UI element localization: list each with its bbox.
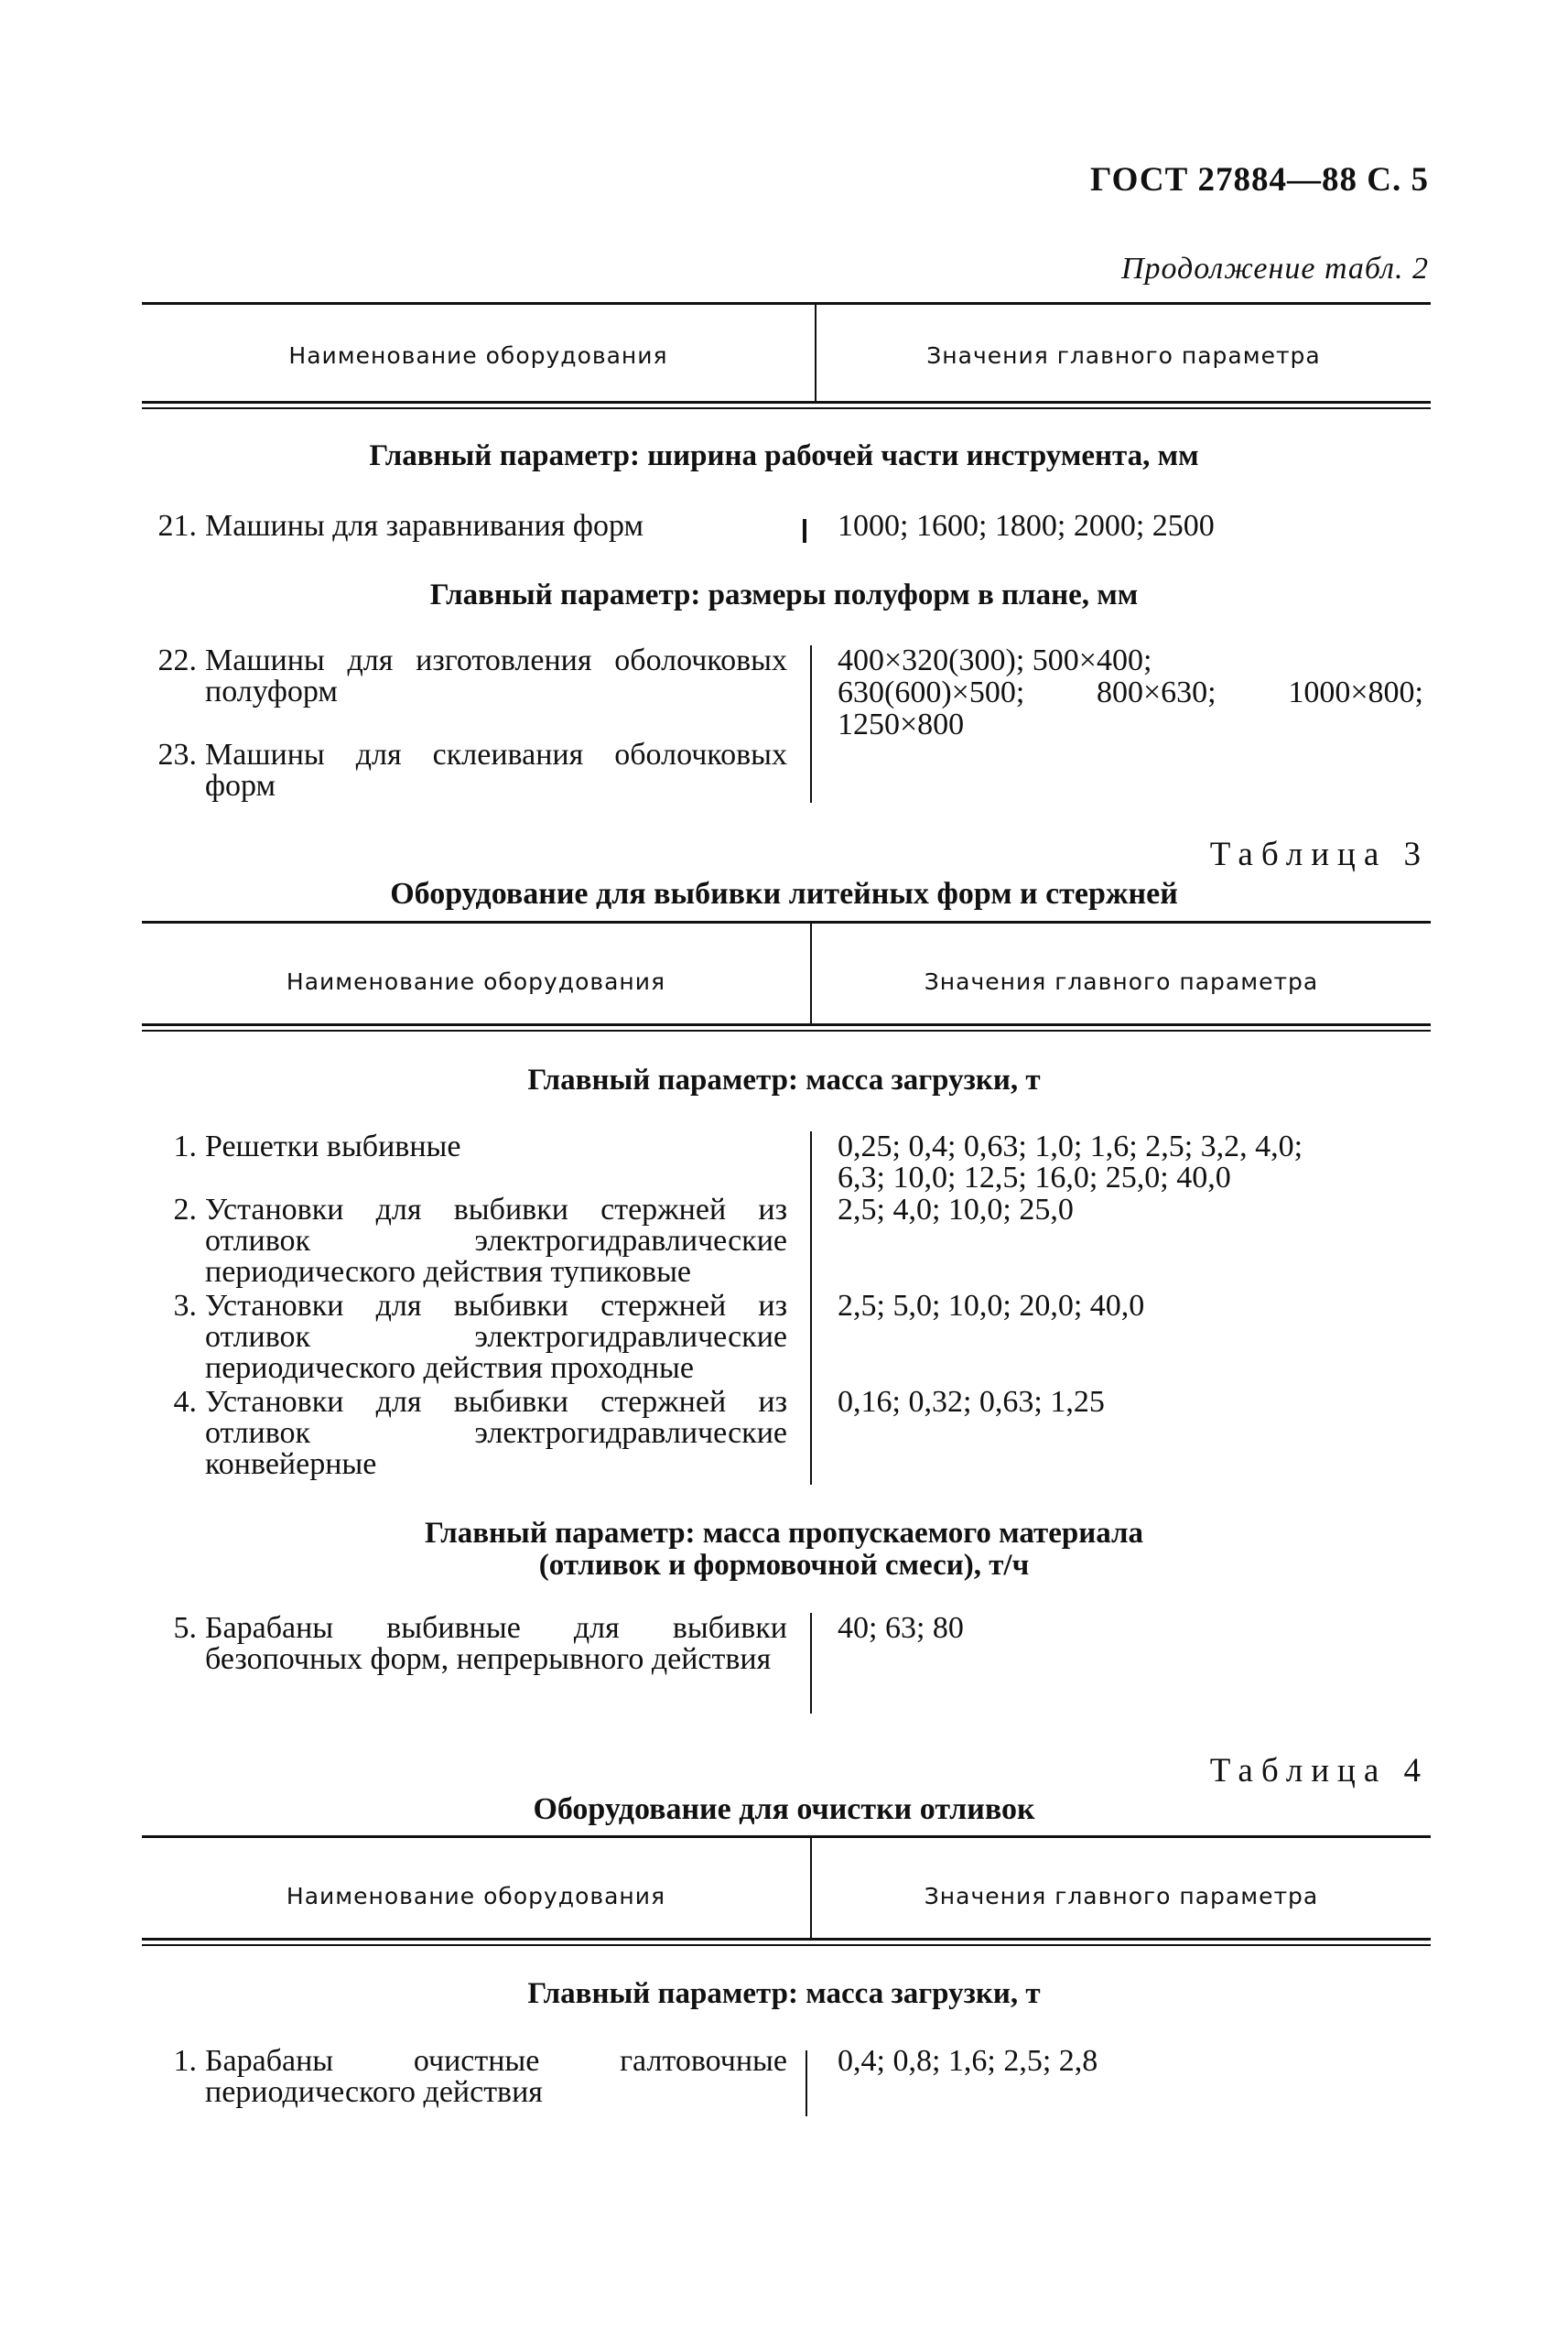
column-header-name: Наименование оборудования [286, 968, 666, 995]
row-name: Установки для выбивки стержней из отливок электрогидравлические периодического действия тупиковые [205, 1193, 787, 1289]
row-name: Установки для выбивки стержней из отливок электрогидравлические конвейерные [205, 1385, 787, 1481]
row-name: Решетки выбивные [205, 1130, 461, 1163]
row-number: 5. [173, 1611, 197, 1645]
column-header-value: Значения главного параметра [924, 968, 1319, 995]
row-value: 0,25; 0,4; 0,63; 1,0; 1,6; 2,5; 3,2, 4,0; [838, 1130, 1303, 1163]
table-row [146, 645, 787, 708]
header-top-rule [142, 302, 1431, 305]
column-header-name: Наименование оборудования [288, 342, 668, 369]
table-number: Таблица 4 [1209, 1752, 1429, 1790]
row-value: 0,4; 0,8; 1,6; 2,5; 2,8 [838, 2044, 1098, 2078]
row-name: Установки для выбивки стержней из отливок электрогидравлические периодического действия проходные [205, 1289, 787, 1385]
column-divider [803, 519, 806, 543]
row-value: 2,5; 4,0; 10,0; 25,0 [838, 1193, 1074, 1227]
param-heading: Главный параметр: масса пропускаемого материала [424, 1517, 1144, 1550]
header-bottom-rule-2 [142, 1944, 1431, 1946]
row-value: 6,3; 10,0; 12,5; 16,0; 25,0; 40,0 [838, 1161, 1231, 1195]
column-header-name: Наименование оборудования [286, 1883, 666, 1909]
table3-header [142, 921, 1431, 1033]
table-row [146, 740, 787, 802]
page-header: ГОСТ 27884—88 С. 5 [1090, 161, 1429, 199]
column-header-value: Значения главного параметра [924, 1883, 1319, 1909]
table-title: Оборудование для выбивки литейных форм и стержней [390, 877, 1178, 911]
row-name: Машины для изготовления оболочковых полуформ [205, 643, 787, 708]
row-number: 1. [173, 2044, 197, 2078]
row-value: 40; 63; 80 [838, 1611, 964, 1645]
table-row [146, 1195, 787, 1288]
table-number: Таблица 3 [1209, 836, 1429, 873]
row-name: Машины для склеивания оболочковых форм [205, 738, 787, 803]
row-number: 4. [173, 1385, 197, 1419]
row-number: 2. [173, 1193, 197, 1227]
row-name: Барабаны выбивные для выбивки безопочных форм, непрерывного действия [205, 1611, 787, 1676]
row-number: 21. [157, 509, 197, 543]
header-bottom-rule [142, 1023, 1431, 1026]
header-top-rule [142, 1835, 1431, 1838]
header-bottom-rule [142, 1938, 1431, 1941]
table-row [146, 1387, 787, 1480]
table-title: Оборудование для очистки отливок [533, 1792, 1035, 1826]
column-divider [810, 1131, 812, 1485]
header-top-rule [142, 921, 1431, 924]
column-header-value: Значения главного параметра [926, 342, 1321, 369]
row-number: 3. [173, 1289, 197, 1323]
row-value: 400×320(300); 500×400; [838, 643, 1152, 677]
column-divider [806, 2050, 807, 2116]
param-heading: Главный параметр: ширина рабочей части инструмента, мм [369, 439, 1199, 472]
row-number: 23. [157, 738, 197, 772]
param-heading: (отливок и формовочной смеси), т/ч [538, 1549, 1030, 1582]
row-name: Машины для заравнивания форм [205, 509, 643, 543]
row-number: 22. [157, 643, 197, 677]
row-value: 1000; 1600; 1800; 2000; 2500 [838, 509, 1215, 543]
param-heading: Главный параметр: размеры полуформ в плане, мм [429, 579, 1139, 611]
column-divider [810, 645, 812, 803]
table-row [146, 1291, 787, 1384]
header-bottom-rule-2 [142, 407, 1431, 409]
table-row [146, 1131, 787, 1162]
table-row [146, 511, 787, 542]
table4-header [142, 1835, 1431, 1947]
table-row [146, 2046, 787, 2108]
column-divider [810, 1613, 812, 1714]
table-row [146, 1613, 787, 1675]
table2-header [142, 302, 1431, 414]
table-continuation-label: Продолжение табл. 2 [1120, 252, 1429, 286]
header-bottom-rule [142, 401, 1431, 404]
row-value: 1250×800 [838, 708, 965, 741]
row-value: 2,5; 5,0; 10,0; 20,0; 40,0 [838, 1289, 1145, 1323]
param-heading: Главный параметр: масса загрузки, т [527, 1064, 1041, 1097]
row-value: 0,16; 0,32; 0,63; 1,25 [838, 1385, 1105, 1419]
row-number: 1. [173, 1130, 197, 1163]
row-value: 630(600)×500; 800×630; 1000×800; [838, 676, 1423, 709]
header-bottom-rule-2 [142, 1030, 1431, 1032]
row-name: Барабаны очистные галтовочные периодического действия [205, 2044, 787, 2109]
param-heading: Главный параметр: масса загрузки, т [527, 1977, 1041, 2010]
